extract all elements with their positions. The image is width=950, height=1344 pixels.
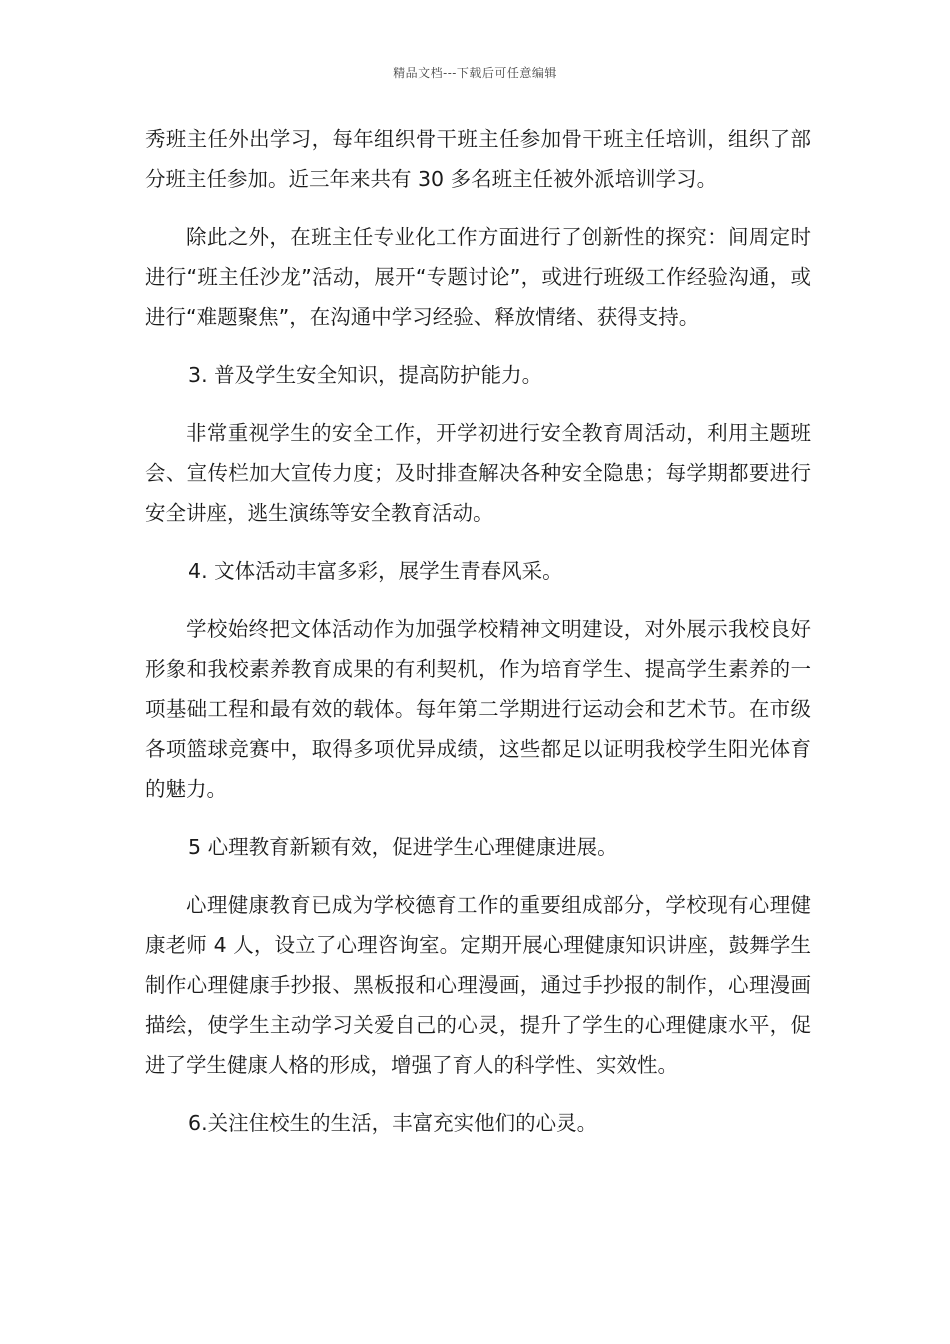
paragraph-class-teacher-innovation: 除此之外，在班主任专业化工作方面进行了创新性的探究：间周定时进行“班主任沙龙”活动，展开“专题讨论”，或进行班级工作经验沟通，或进行“难题聚焦”，在沟通中学习经验、释放情绪、获得支持。 xyxy=(145,225,811,329)
section-heading-6: 6.关注住校生的生活，丰富充实他们的心灵。 xyxy=(188,1111,598,1135)
paragraph-safety: 非常重视学生的安全工作，开学初进行安全教育周活动，利用主题班会、宣传栏加大宣传力度；及时排查解决各种安全隐患；每学期都要进行安全讲座，逃生演练等安全教育活动。 xyxy=(145,421,811,525)
document-body xyxy=(145,119,811,1161)
paragraph-cultural-sports: 学校始终把文体活动作为加强学校精神文明建设，对外展示我校良好形象和我校素养教育成果的有利契机，作为培育学生、提高学生素养的一项基础工程和最有效的载体。每年第二学期进行运动会和艺术节。在市级各项篮球竞赛中，取得多项优异成绩，这些都足以证明我校学生阳光体育的魅力。 xyxy=(145,617,811,801)
section-heading-3: 3. 普及学生安全知识，提高防护能力。 xyxy=(188,363,543,387)
paragraph-continued: 秀班主任外出学习，每年组织骨干班主任参加骨干班主任培训，组织了部分班主任参加。近三年来共有 30 多名班主任被外派培训学习。 xyxy=(145,127,811,191)
paragraph-mental-health: 心理健康教育已成为学校德育工作的重要组成部分，学校现有心理健康老师 4 人，设立了心理咨询室。定期开展心理健康知识讲座，鼓舞学生制作心理健康手抄报、黑板报和心理漫画，通过手抄报的制作，心理漫画描绘，使学生主动学习关爱自己的心灵，提升了学生的心理健康水平，促进了学生健康人格的形成，增强了育人的科学性、实效性。 xyxy=(145,893,811,1077)
section-heading-5: 5 心理教育新颖有效，促进学生心理健康进展。 xyxy=(188,835,618,859)
page-header: 精品文档---下载后可任意编辑 xyxy=(393,66,557,80)
section-heading-4: 4. 文体活动丰富多彩，展学生青春风采。 xyxy=(188,559,563,583)
